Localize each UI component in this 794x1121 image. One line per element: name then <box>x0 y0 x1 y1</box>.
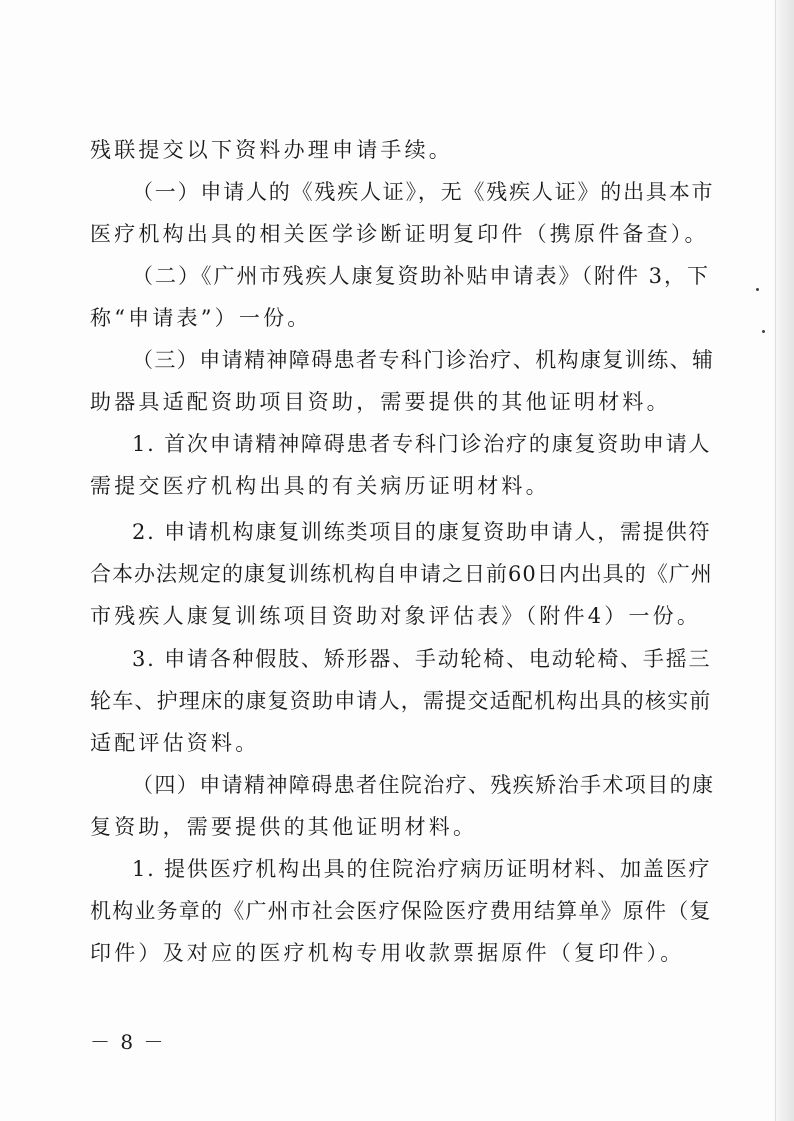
text-line: 需提交医疗机构出具的有关病历证明材料。 <box>90 474 550 498</box>
text-line: 助器具适配资助项目资助，需要提供的其他证明材料。 <box>90 390 671 414</box>
text-line: 复资助，需要提供的其他证明材料。 <box>90 815 478 839</box>
text-line: （四）申请精神障碍患者住院治疗、残疾矫治手术项目的康 <box>132 773 715 797</box>
text-line: 1. 提供医疗机构出具的住院治疗病历证明材料、加盖医疗 <box>132 857 712 881</box>
text-line: 医疗机构出具的相关医学诊断证明复印件（携原件备查）。 <box>90 222 709 246</box>
text-line: 称“申请表”）一份。 <box>90 306 312 330</box>
text-line: 适配评估资料。 <box>90 731 260 755</box>
text-line: 印件）及对应的医疗机构专用收款票据原件（复印件）。 <box>90 941 685 965</box>
text-line: 合本办法规定的康复训练机构自申请之日前60日内出具的《广州 <box>90 562 713 586</box>
scan-speck <box>756 288 759 291</box>
text-line: （二）《广州市残疾人康复资助补贴申请表》（附件 3，下 <box>132 264 711 288</box>
text-line: 机构业务章的《广州市社会医疗保险医疗费用结算单》原件（复 <box>90 899 712 923</box>
text-line: 残联提交以下资料办理申请手续。 <box>90 138 453 162</box>
scan-speck <box>762 330 765 333</box>
text-line: 2. 申请机构康复训练类项目的康复资助申请人，需提供符 <box>132 520 712 544</box>
text-line: （一）申请人的《残疾人证》，无《残疾人证》的出具本市 <box>132 180 715 204</box>
text-line: 1. 首次申请精神障碍患者专科门诊治疗的康复资助申请人 <box>132 432 712 456</box>
text-line: （三）申请精神障碍患者专科门诊治疗、机构康复训练、辅 <box>132 348 715 372</box>
text-line: 3. 申请各种假肢、矫形器、手动轮椅、电动轮椅、手摇三 <box>132 647 712 671</box>
text-line: 轮车、护理床的康复资助申请人，需提交适配机构出具的核实前 <box>90 689 712 713</box>
page-edge-line <box>775 0 776 1121</box>
text-line: 市残疾人康复训练项目资助对象评估表》（附件4）一份。 <box>90 604 702 628</box>
page-number: － 8 － <box>90 1030 166 1054</box>
